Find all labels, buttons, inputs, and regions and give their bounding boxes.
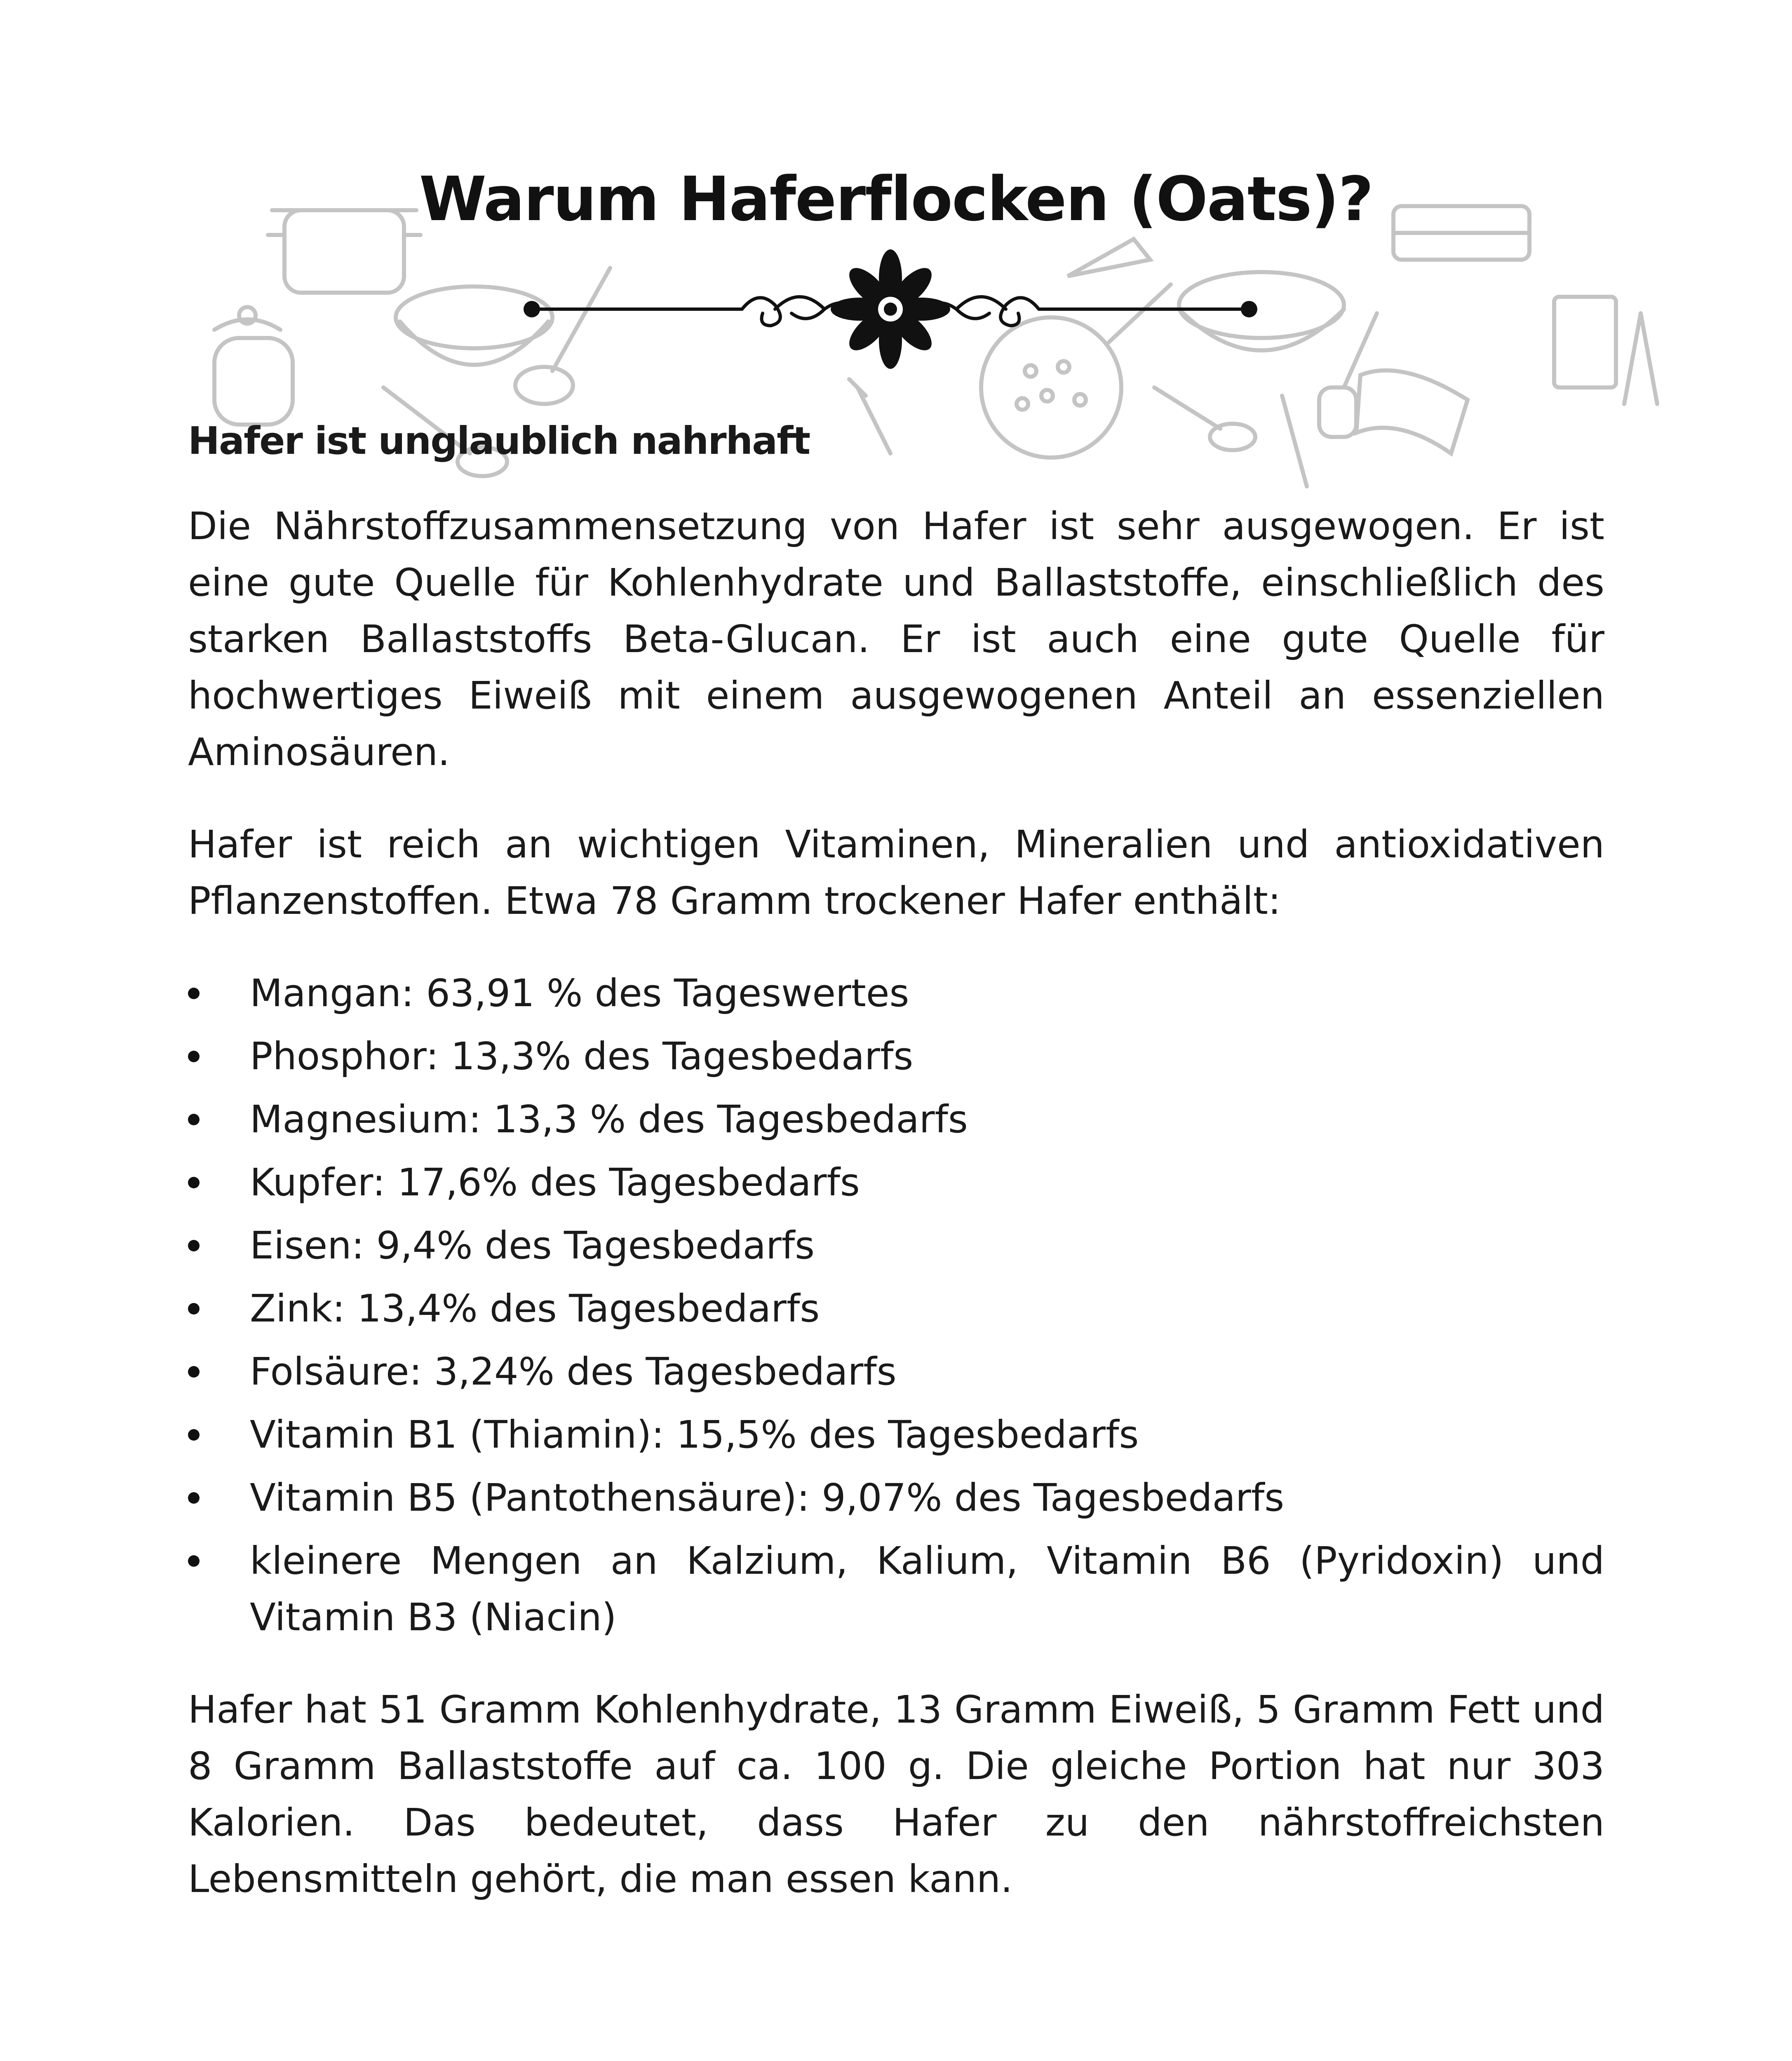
nutrient-list	[188, 965, 1604, 1646]
page-title: Warum Haferflocken (Oats)?	[419, 164, 1373, 235]
list-item	[188, 1091, 1604, 1148]
list-item-text: kleinere Mengen an Kalzium, Kalium, Vitamin B6 (Pyridoxin) und Vitamin B3 (Niacin)	[250, 1538, 1604, 1639]
list-item	[188, 965, 1604, 1021]
list-item-text: Vitamin B5 (Pantothensäure): 9,07% des Tagesbedarfs	[250, 1475, 1285, 1520]
list-item-text: Kupfer: 17,6% des Tagesbedarfs	[250, 1160, 860, 1204]
list-item	[188, 1406, 1604, 1463]
closing-paragraph: Hafer hat 51 Gramm Kohlenhydrate, 13 Gramm Eiweiß, 5 Gramm Fett und 8 Gramm Ballaststoffe auf ca. 100 g. Die gleiche Portion hat nur 303 Kalorien. Das bedeutet, dass Hafer zu den nährstoffreichsten Lebensmitteln gehört, die man essen kann.	[188, 1687, 1604, 1901]
list-item-text: Zink: 13,4% des Tagesbedarfs	[250, 1286, 820, 1331]
bullet-icon	[188, 1177, 200, 1188]
list-item	[188, 1469, 1604, 1526]
main-content	[188, 416, 1604, 1943]
list-item-text: Mangan: 63,91 % des Tageswertes	[250, 971, 909, 1015]
list-item	[188, 1533, 1604, 1646]
nutrients-intro-paragraph: Hafer ist reich an wichtigen Vitaminen, Mineralien und antioxidativen Pflanzenstoffen. Etwa 78 Gramm trockener Hafer enthält:	[188, 822, 1604, 923]
section-heading: Hafer ist unglaublich nahrhaft	[188, 419, 810, 463]
list-item	[188, 1154, 1604, 1211]
bullet-icon	[188, 1429, 200, 1441]
list-item	[188, 1217, 1604, 1274]
bullet-icon	[188, 1555, 200, 1567]
intro-paragraph: Die Nährstoffzusammensetzung von Hafer ist sehr ausgewogen. Er ist eine gute Quelle für Kohlenhydrate und Ballaststoffe, einschließlich des starken Ballaststoffs Beta-Glucan. Er ist auch eine gute Quelle für hochwertiges Eiweiß mit einem ausgewogenen Anteil an essenziellen Aminosäuren.	[188, 504, 1604, 774]
list-item-text: Eisen: 9,4% des Tagesbedarfs	[250, 1223, 815, 1268]
list-item-text: Magnesium: 13,3 % des Tagesbedarfs	[250, 1097, 968, 1141]
list-item	[188, 1028, 1604, 1084]
list-item-text: Folsäure: 3,24% des Tagesbedarfs	[250, 1349, 897, 1394]
bullet-icon	[188, 1240, 200, 1251]
list-item-text: Phosphor: 13,3% des Tagesbedarfs	[250, 1034, 914, 1078]
bullet-icon	[188, 1492, 200, 1504]
bullet-icon	[188, 1051, 200, 1062]
bullet-icon	[188, 1366, 200, 1378]
list-item	[188, 1280, 1604, 1337]
list-item-text: Vitamin B1 (Thiamin): 15,5% des Tagesbedarfs	[250, 1412, 1139, 1457]
bullet-icon	[188, 1114, 200, 1125]
list-item	[188, 1343, 1604, 1400]
bullet-icon	[188, 1303, 200, 1315]
flower-divider-icon	[511, 247, 1270, 371]
bullet-icon	[188, 988, 200, 999]
